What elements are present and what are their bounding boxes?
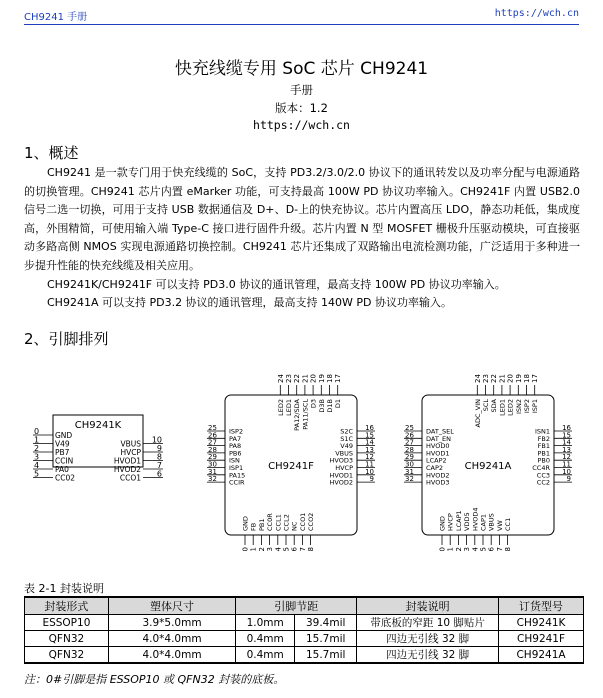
chip-f-pin-label: D3B (317, 399, 326, 413)
chip-k-pin-number: 6 (156, 469, 162, 479)
cell-description: 四边无引线 32 脚 (357, 647, 499, 664)
chip-f-pin-number: 13 (365, 445, 374, 454)
chip-a-pin-number: 4 (471, 547, 480, 552)
chip-f-pin-number: 25 (208, 424, 217, 432)
cell-pitch-mm: 0.4mm (236, 647, 295, 664)
chip-a-pin-number: 26 (405, 431, 414, 440)
doc-title: 快充线缆专用 SoC 芯片 CH9241 (174, 59, 429, 79)
header-url[interactable]: https://wch.cn (494, 8, 579, 19)
chip-a-pin-label: HVOD3 (426, 478, 450, 487)
chip-a-pin-number: 24 (473, 374, 482, 383)
header-divider (24, 24, 579, 25)
th-order-no: 订货型号 (499, 597, 584, 615)
overview-paragraph: CH9241 是一款专门用于快充线缆的 SoC，支持 PD3.2/3.0/2.0 协议下的通讯转发以及功率分配与电源通路的切换管理。CH9241 芯片内置 eMarker 功能，可支持最高 100W PD 协议功率输入。CH9241F 内置 USB2.0 信号二选一切换，可用于支持 USB 数据通信及 D+、D-上的快充协议。芯片内置高压 LDO，静态功耗低，集成度高，外围精简，可使用输入端 Type-C 接口进行固件升级。芯片内置 N 型 MOSFET 栅极升压驱动模块，可直接驱动多路高侧 NMOS 实现电源通路切换控制。CH9241 芯片还集成了双路输出电流检测功能，广泛适用于多种进一步提升性能的快充线缆及相关应用。 (24, 166, 580, 272)
chip-f-pin-number: 11 (365, 460, 374, 469)
chip-a-pin-number: 21 (498, 374, 507, 383)
chip-f-pin-number: 14 (365, 438, 374, 447)
chip-f-pin-label: V49 (340, 442, 353, 451)
chip-a-pin-label: ISN2 (514, 399, 523, 415)
chip-a-pin-label: ISP1 (531, 399, 540, 414)
chip-a-pin-label: CC2 (536, 478, 550, 487)
section-overview-heading: 1、概述 (24, 144, 79, 162)
chip-a-pin-label: SCL (482, 399, 490, 412)
doc-subtitle: 手册 (290, 83, 313, 97)
chip-f-pin-label: PB6 (229, 449, 242, 458)
chip-a-pin-number: 13 (562, 445, 571, 454)
chip-a-pin-label: LCAP1 (454, 510, 463, 531)
overview-paragraph: CH9241A 可以支持 PD3.2 协议的通讯管理，最高支持 140W PD 协议功率输入。 (47, 296, 453, 310)
chip-a-pin-label: CC3 (536, 471, 550, 480)
chip-k-pin-label: V49 (55, 439, 70, 449)
chip-k-pin-label: HVCP (120, 448, 141, 457)
chip-f-pin-number: 31 (208, 467, 217, 476)
chip-f-pin-number: 6 (290, 547, 299, 552)
cell-pitch-mil: 39.4mil (295, 615, 357, 631)
chip-f-pin-number: 7 (298, 547, 307, 552)
chip-k-pin-number: 1 (34, 435, 40, 445)
chip-k-pin-number: 4 (34, 460, 40, 470)
th-description: 封装说明 (357, 597, 499, 615)
chip-a-pin-label: HVOD1 (426, 449, 450, 458)
cell-order: CH9241F (499, 631, 584, 647)
chip-f-pin-number: 1 (249, 547, 258, 552)
chip-f-pin-number: 12 (365, 453, 374, 462)
cell-pitch-mm: 1.0mm (236, 615, 295, 631)
chip-a-pin-number: 25 (405, 424, 414, 432)
chip-f-pin-number: 30 (208, 460, 217, 469)
chip-k-pin-label: GND (55, 431, 73, 440)
chip-k-name: CH9241K (74, 420, 122, 431)
chip-k-pin-label: PA0 (55, 465, 69, 474)
chip-k-pin-number: 8 (156, 452, 162, 462)
chip-a-pin-label: DAT_EN (426, 434, 452, 443)
chip-k-pin-label: CCIN (55, 456, 74, 466)
chip-f-pin-label: S1C (340, 434, 353, 443)
chip-a-pin-label: ADC_VIN (473, 399, 482, 428)
chip-f-pin-number: 9 (369, 475, 374, 484)
chip-f-pin-number: 32 (208, 475, 217, 484)
chip-f-pin-number: 17 (334, 374, 343, 383)
chip-f-pin-number: 21 (301, 374, 310, 383)
cell-description: 四边无引线 32 脚 (357, 631, 499, 647)
cell-description: 带底板的窄距 10 脚贴片 (357, 615, 499, 631)
table-header-row (25, 597, 584, 615)
chip-f-pin-number: 2 (257, 547, 266, 552)
chip-k-pin-number: 2 (34, 443, 40, 453)
chip-k-pin-label: PB7 (55, 448, 70, 457)
doc-version: 版本：1.2 (275, 101, 328, 115)
chip-a-pin-label: HVCP (446, 513, 455, 531)
chip-k-pin-label: VBUS (120, 439, 141, 449)
chip-k-pin-number: 7 (156, 460, 162, 470)
chip-a-pin-number: 22 (490, 374, 499, 383)
th-pitch: 引脚节距 (236, 597, 357, 615)
chip-f-pin-label: CCL2 (282, 514, 291, 531)
chip-f-pin-label: D1B (326, 399, 334, 413)
chip-a-pin-number: 30 (405, 460, 414, 469)
chip-a-pin-number: 8 (504, 547, 513, 552)
cell-order: CH9241K (499, 615, 584, 631)
chip-f-name: CH9241F (268, 461, 314, 472)
chip-a-pin-label: LCAP2 (426, 456, 447, 465)
chip-f-pin-label: PA12/SDA (293, 399, 302, 431)
chip-f-pin-label: CC0R (266, 513, 275, 531)
chip-f-pin-number: 3 (266, 547, 275, 552)
chip-a-pin-number: 10 (562, 467, 571, 476)
table-row (25, 631, 584, 647)
chip-a-pin-number: 19 (514, 374, 523, 383)
chip-a-pin-label: FB2 (537, 434, 550, 443)
chip-a-pin-number: 14 (562, 438, 571, 447)
chip-a-pin-label: CC1 (504, 517, 513, 531)
chip-f-pin-label: NC (290, 521, 299, 531)
chip-a-pin-label: HVOD4 (471, 507, 480, 531)
chip-k-pin-label: HVOD2 (113, 465, 141, 474)
chip-f-pin-label: S2C (340, 427, 353, 436)
chip-a-pin-number: 15 (562, 431, 571, 440)
chip-a-pin-number: 28 (405, 445, 414, 454)
chip-a-pin-label: ISN1 (534, 427, 550, 436)
cell-body: 3.9*5.0mm (108, 615, 235, 631)
chip-a-pin-number: 27 (405, 438, 414, 447)
chip-a-name: CH9241A (464, 461, 512, 472)
chip-a-pin-number: 9 (566, 475, 571, 484)
chip-a-pin-label: GND (438, 516, 447, 531)
chip-f-pin-label: CCO2 (307, 512, 316, 531)
chip-f-pin-number: 18 (326, 374, 334, 383)
section-pinout-heading: 2、引脚排列 (24, 330, 109, 348)
chip-f-pin-number: 19 (317, 374, 326, 383)
chip-f-pin-number: 15 (365, 431, 374, 440)
chip-a-pin-number: 29 (405, 453, 414, 462)
chip-f-pin-label: VBUS (335, 449, 353, 458)
chip-f-pin-number: 5 (282, 547, 291, 552)
chip-f-pin-label: D1 (334, 399, 343, 409)
chip-a-pin-number: 2 (454, 547, 463, 552)
chip-a-pin-label: ISP2 (523, 399, 531, 414)
chip-a-pin-number: 23 (482, 374, 490, 383)
chip-f-pin-number: 20 (309, 374, 318, 383)
chip-a-pin-number: 16 (562, 424, 571, 432)
chip-a-pin-label: PB0 (537, 456, 550, 465)
chip-k-pin-number: 5 (34, 469, 40, 479)
chip-a-pin-number: 1 (446, 547, 455, 552)
chip-a-pin-label: CC4R (532, 464, 550, 472)
chip-a-pin-label: CAP2 (426, 464, 444, 472)
chip-f-pin-number: 29 (208, 453, 217, 462)
chip-a-pin-label: HVOD0 (426, 442, 450, 451)
chip-f-pin-label: FB (249, 522, 258, 531)
chip-k-pin-number: 3 (34, 452, 40, 462)
cell-package: ESSOP10 (25, 615, 109, 631)
chip-f-pin-label: PA15 (229, 471, 246, 480)
chip-a-pin-label: DAT_SEL (426, 427, 454, 436)
chip-f-pin-label: PA11/SCL (301, 399, 310, 430)
chip-f-pin-number: 27 (208, 438, 217, 447)
chip-a-pin-label: LED2 (506, 399, 515, 416)
th-package: 封装形式 (25, 597, 109, 615)
cell-body: 4.0*4.0mm (108, 647, 235, 664)
chip-a-pin-number: 20 (506, 374, 515, 383)
chip-f-pin-number: 10 (365, 467, 374, 476)
chip-f-pin-label: GND (241, 516, 250, 531)
chip-f-pin-label: HVOD3 (329, 456, 353, 465)
chip-a-pin-label: FB1 (537, 442, 550, 451)
table-row (25, 647, 584, 664)
cell-package: QFN32 (25, 647, 109, 664)
cell-pitch-mil: 15.7mil (295, 647, 357, 664)
chip-f-pin-number: 4 (274, 547, 283, 552)
chip-a-pin-number: 17 (531, 374, 540, 383)
chip-f-pin-number: 16 (365, 424, 374, 432)
chip-f-pin-label: LED1 (285, 399, 293, 416)
chip-f-pin-label: CCO1 (298, 512, 307, 531)
chip-a-pin-label: VDD5 (463, 512, 472, 531)
chip-f-pin-label: HVOD2 (329, 478, 353, 487)
chip-k-pin-label: HVOD1 (113, 456, 141, 466)
chip-a-pin-label: CAP1 (479, 513, 488, 531)
cell-order: CH9241A (499, 647, 584, 664)
cell-pitch-mil: 15.7mil (295, 631, 357, 647)
chip-f-pin-label: CCL1 (274, 514, 283, 531)
cell-package: QFN32 (25, 631, 109, 647)
chip-f-pin-number: 23 (285, 374, 293, 383)
chip-a-pin-number: 7 (495, 547, 504, 552)
cell-pitch-mm: 0.4mm (236, 631, 295, 647)
chip-f-pin-label: D3 (309, 399, 318, 409)
chip-f-pin-number: 24 (276, 374, 285, 383)
chip-a-pin-label: HVOD2 (426, 471, 450, 480)
cell-body: 4.0*4.0mm (108, 631, 235, 647)
chip-a-pin-number: 6 (487, 547, 496, 552)
chip-a-pin-number: 32 (405, 475, 414, 484)
chip-a-pin-number: 11 (562, 460, 571, 469)
chip-a-pin-label: VW (495, 520, 504, 531)
chip-a-pin-number: 0 (438, 547, 447, 552)
chip-k-pin-label: CCO1 (119, 473, 141, 483)
th-body-size: 塑体尺寸 (108, 597, 235, 615)
chip-a-pin-number: 12 (562, 453, 571, 462)
chip-a-pin-number: 3 (463, 547, 472, 552)
chip-k-pin-number: 10 (151, 435, 162, 445)
chip-f-pin-label: ISP2 (229, 427, 244, 436)
pinout-diagrams (0, 350, 603, 580)
header-doc-name: CH9241 手册 (24, 12, 88, 23)
package-table (24, 596, 584, 664)
overview-body (24, 164, 580, 313)
chip-f-pin-number: 0 (241, 547, 250, 552)
page-header (24, 8, 579, 22)
chip-f-pin-label: HVCP (335, 464, 353, 472)
chip-f-pin-label: PA7 (229, 434, 242, 443)
chip-f-pin-number: 8 (307, 547, 316, 552)
table-row (25, 615, 584, 631)
chip-a-pin-label: PB1 (537, 449, 550, 458)
chip-a-pin-number: 18 (523, 374, 531, 383)
chip-a-pin-number: 31 (405, 467, 414, 476)
chip-f-pin-label: PA8 (229, 442, 242, 451)
chip-a-pin-label: VBUS (487, 513, 496, 531)
table-note: 注：0#引脚是指 ESSOP10 或 QFN32 封装的底板。 (24, 673, 285, 686)
chip-f-pin-number: 26 (208, 431, 217, 440)
chip-f-pin-label: ISN (229, 456, 240, 465)
chip-k-pin-label: CC02 (55, 473, 76, 483)
chip-k-pin-number: 0 (34, 426, 40, 436)
overview-paragraph: CH9241K/CH9241F 可以支持 PD3.0 协议的通讯管理，最高支持 100W PD 协议功率输入。 (47, 277, 506, 291)
chip-f-pin-number: 28 (208, 445, 217, 454)
chip-f-pin-number: 22 (293, 374, 302, 383)
chip-f-pin-label: PB1 (257, 518, 266, 531)
chip-a-pin-label: LED1 (498, 399, 507, 416)
chip-k-pin-number: 9 (156, 443, 162, 453)
chip-a-pin-number: 5 (479, 547, 488, 552)
table-caption: 表 2-1 封装说明 (24, 582, 104, 595)
doc-url[interactable]: https://wch.cn (253, 118, 350, 132)
chip-f-pin-label: HVOD1 (329, 471, 353, 480)
chip-f-pin-label: LED2 (276, 399, 285, 416)
chip-f-pin-label: ISP1 (229, 464, 244, 472)
chip-a-pin-label: SDA (490, 399, 499, 413)
chip-f-pin-label: CCIR (229, 478, 245, 487)
